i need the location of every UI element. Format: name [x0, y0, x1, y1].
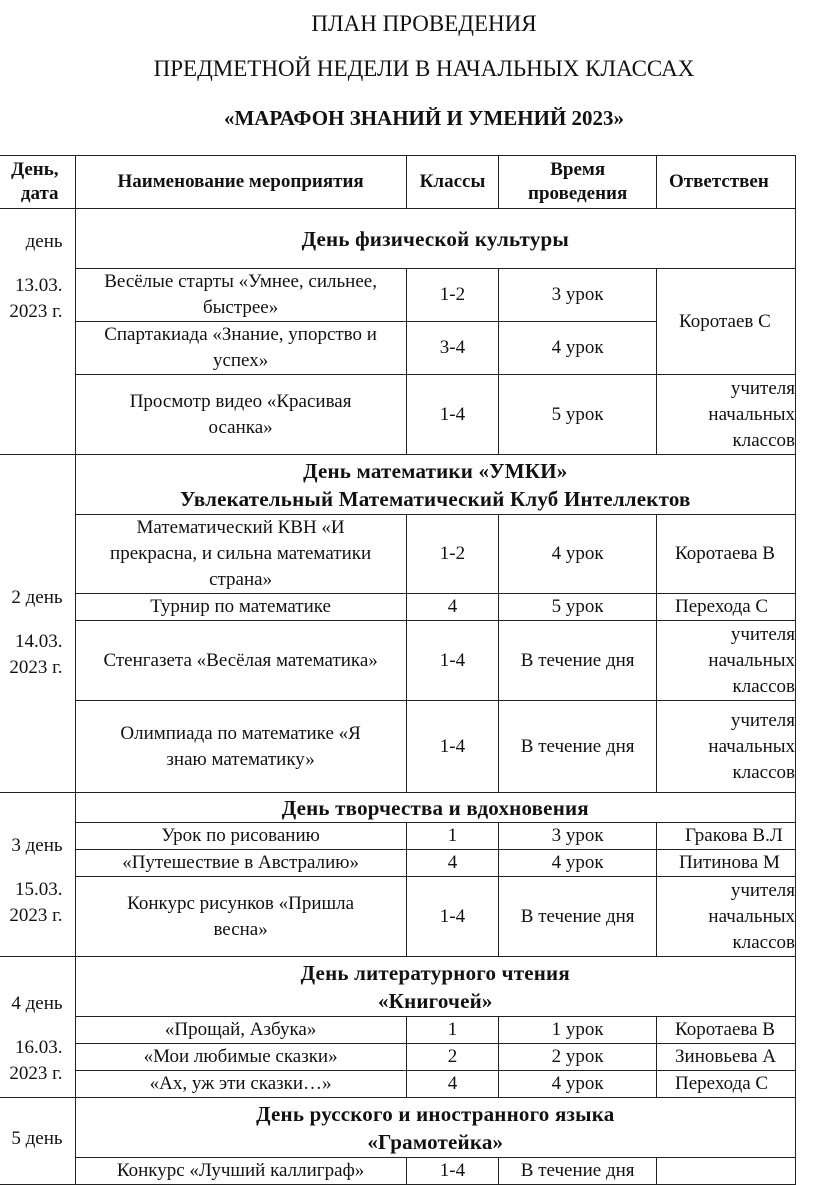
day-heading-line1: День математики «УМКИ» [303, 458, 568, 483]
event-time: 3 урок [499, 823, 657, 850]
table-row [0, 621, 796, 701]
event-time: 5 урок [499, 375, 657, 455]
day-date: 16.03. [15, 1037, 63, 1058]
event-name: «Мои любимые сказки» [75, 1044, 406, 1071]
event-responsible: Коротаева В [657, 1017, 796, 1044]
event-name: Олимпиада по математике «Я знаю математику» [75, 701, 406, 793]
header-row [0, 156, 796, 209]
event-name: «Путешествие в Австралию» [75, 850, 406, 877]
event-classes: 1-4 [406, 877, 499, 957]
day-cell [0, 793, 75, 957]
event-classes: 4 [406, 594, 499, 621]
event-responsible: Перехода С [657, 1071, 796, 1098]
event-time: В течение дня [499, 701, 657, 793]
event-name: Конкурс «Лучший каллиграф» [75, 1158, 406, 1185]
table-row [0, 1017, 796, 1044]
event-name: Весёлые старты «Умнее, сильнее, быстрее» [75, 269, 406, 322]
event-responsible: учителя начальных классов [657, 877, 796, 957]
header-time: Время проведения [499, 156, 657, 209]
event-classes: 4 [406, 850, 499, 877]
event-responsible: Коротаева В [657, 515, 796, 594]
plan-subtitle: ПРЕДМЕТНОЙ НЕДЕЛИ В НАЧАЛЬНЫХ КЛАССАХ [153, 56, 695, 81]
event-time: В течение дня [499, 621, 657, 701]
event-time: 2 урок [499, 1044, 657, 1071]
event-responsible: Гракова В.Л [657, 823, 796, 850]
table-row [0, 850, 796, 877]
table-row [0, 1071, 796, 1098]
event-responsible: Питинова М [657, 850, 796, 877]
event-time: 4 урок [499, 1071, 657, 1098]
table-row [0, 701, 796, 793]
event-classes: 1-4 [406, 621, 499, 701]
event-responsible: учителя начальных классов [657, 701, 796, 793]
event-classes: 1-2 [406, 269, 499, 322]
day-label: 3 день [11, 835, 63, 856]
day-cell [0, 209, 75, 455]
day-year: 2023 г. [9, 657, 63, 678]
day-cell [0, 1098, 75, 1185]
event-name: Просмотр видео «Красивая осанка» [75, 375, 406, 455]
day-cell [0, 957, 75, 1098]
event-name: Конкурс рисунков «Пришла весна» [75, 877, 406, 957]
event-time: В течение дня [499, 877, 657, 957]
day-heading [75, 957, 795, 1017]
event-name: Спартакиада «Знание, упорство и успех» [75, 322, 406, 375]
day-date: 14.03. [15, 631, 63, 652]
day-label: день [25, 231, 63, 252]
table-row [0, 1044, 796, 1071]
event-time: 4 урок [499, 322, 657, 375]
day-label: 5 день [11, 1128, 63, 1149]
event-name: Урок по рисованию [75, 823, 406, 850]
day-year: 2023 г. [9, 1063, 63, 1084]
event-classes: 1-2 [406, 515, 499, 594]
table-row [0, 594, 796, 621]
day-date: 15.03. [15, 879, 63, 900]
event-responsible [657, 1158, 796, 1185]
day-label: 2 день [11, 587, 63, 608]
day-cell [0, 455, 75, 793]
day-heading-row [0, 455, 796, 515]
table-row [0, 375, 796, 455]
event-responsible: Коротаев С [657, 269, 796, 375]
day-heading: День физической культуры [75, 209, 795, 269]
event-name: «Ах, уж эти сказки…» [75, 1071, 406, 1098]
event-responsible: учителя начальных классов [657, 621, 796, 701]
day-heading-line1: День русского и иностранного языка [256, 1101, 615, 1126]
day-heading [75, 1098, 795, 1158]
day-heading: День творчества и вдохновения [75, 793, 795, 823]
header-day: День, дата [0, 156, 75, 209]
day-heading-line2: «Книгочей» [377, 988, 493, 1013]
event-time: 4 урок [499, 850, 657, 877]
day-heading-row [0, 793, 796, 823]
day-heading-line2: Увлекательный Математический Клуб Интеллектов [179, 486, 691, 511]
header-event: Наименование мероприятия [75, 156, 406, 209]
header-classes: Классы [406, 156, 499, 209]
schedule-table [0, 155, 796, 1185]
header-responsible: Ответствен [657, 156, 796, 209]
table-row [0, 515, 796, 594]
event-name: Математический КВН «И прекрасна, и сильна математики страна» [75, 515, 406, 594]
plan-title: ПЛАН ПРОВЕДЕНИЯ [311, 11, 537, 36]
marathon-title: «МАРАФОН ЗНАНИЙ И УМЕНИЙ 2023» [223, 106, 625, 130]
day-heading-row [0, 209, 796, 269]
event-classes: 1 [406, 1017, 499, 1044]
event-name: Турнир по математике [75, 594, 406, 621]
event-classes: 1-4 [406, 375, 499, 455]
event-time: В течение дня [499, 1158, 657, 1185]
event-responsible: Зиновьева А [657, 1044, 796, 1071]
event-responsible: Перехода С [657, 594, 796, 621]
event-classes: 4 [406, 1071, 499, 1098]
day-heading-row [0, 957, 796, 1017]
table-row [0, 877, 796, 957]
table-row [0, 823, 796, 850]
table-row [0, 1158, 796, 1185]
event-classes: 1-4 [406, 1158, 499, 1185]
event-time: 3 урок [499, 269, 657, 322]
day-heading [75, 455, 795, 515]
event-time: 5 урок [499, 594, 657, 621]
event-time: 4 урок [499, 515, 657, 594]
day-date: 13.03. [15, 275, 63, 296]
event-classes: 2 [406, 1044, 499, 1071]
event-name: Стенгазета «Весёлая математика» [75, 621, 406, 701]
event-classes: 1 [406, 823, 499, 850]
event-classes: 1-4 [406, 701, 499, 793]
event-name: «Прощай, Азбука» [75, 1017, 406, 1044]
day-heading-row [0, 1098, 796, 1158]
day-heading-line2: «Грамотейка» [367, 1129, 504, 1154]
event-classes: 3-4 [406, 322, 499, 375]
event-time: 1 урок [499, 1017, 657, 1044]
day-year: 2023 г. [9, 905, 63, 926]
day-heading-line1: День литературного чтения [300, 960, 570, 985]
day-label: 4 день [11, 993, 63, 1014]
table-row [0, 269, 796, 322]
event-responsible: учителя начальных классов [657, 375, 796, 455]
day-year: 2023 г. [9, 301, 63, 322]
